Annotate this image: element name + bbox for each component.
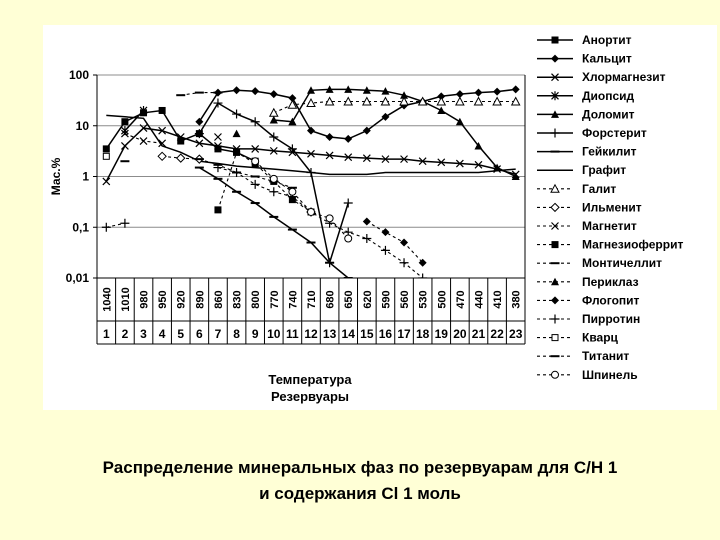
data-marker [363, 217, 371, 225]
data-marker [437, 106, 445, 114]
data-marker [308, 208, 315, 215]
x-temperature-label: 710 [306, 290, 318, 309]
data-marker [232, 110, 241, 119]
data-marker [400, 239, 408, 247]
x-temperature-label: 770 [268, 290, 281, 309]
data-marker [344, 199, 353, 208]
data-marker [400, 258, 409, 267]
data-marker [270, 90, 278, 98]
x-temperature-label: 860 [212, 290, 225, 309]
y-axis-title: Мас.% [49, 157, 63, 196]
caption-line-2: и содержания Cl 1 моль [259, 484, 461, 503]
x-reservoir-label: 3 [140, 327, 147, 341]
x-reservoir-label: 7 [214, 327, 222, 341]
legend-item [537, 219, 637, 233]
data-marker [326, 133, 334, 141]
legend-item [537, 293, 640, 307]
data-marker [214, 134, 221, 141]
legend-label: Флогопит [582, 293, 640, 308]
x-temperature-label: 890 [194, 290, 207, 309]
legend-label: Форстерит [582, 126, 647, 140]
data-marker [552, 335, 558, 341]
data-marker [233, 86, 241, 94]
data-marker [195, 118, 203, 126]
data-marker [381, 246, 390, 255]
series-Кварц [103, 153, 109, 159]
x-reservoir-label: 1 [102, 327, 110, 341]
series-Графит [106, 115, 515, 174]
x-reservoir-label: 19 [434, 327, 448, 341]
x-reservoir-label: 20 [453, 327, 467, 341]
x-axis-title-line-2: Резервуары [270, 389, 350, 404]
data-marker [140, 138, 147, 145]
data-marker [120, 219, 129, 228]
data-marker [102, 223, 111, 232]
x-reservoir-label: 13 [322, 327, 337, 341]
data-marker [345, 235, 352, 242]
data-marker [493, 88, 501, 96]
y-tick-label: 100 [68, 68, 89, 82]
data-marker [552, 241, 559, 248]
x-temperature-label: 950 [157, 290, 170, 309]
legend-label: Пирротин [582, 312, 641, 326]
data-marker [158, 152, 166, 160]
x-temperature-label: 740 [287, 290, 300, 309]
data-marker [233, 149, 240, 156]
legend-label: Магнетит [582, 219, 637, 233]
data-marker [381, 228, 389, 236]
x-temperature-label: 620 [361, 290, 374, 309]
data-marker [270, 175, 277, 182]
data-marker [103, 178, 110, 185]
legend-item [537, 126, 647, 140]
legend-item [537, 33, 632, 47]
data-marker [213, 99, 222, 108]
caption-line-1: Распределение минеральных фаз по резервуарам для С/Н 1 [102, 458, 618, 477]
data-marker [456, 118, 464, 126]
data-marker [456, 98, 464, 106]
series-line [218, 152, 311, 212]
data-marker [251, 180, 260, 189]
legend-label: Магнезиоферрит [582, 237, 684, 252]
data-marker [551, 129, 560, 138]
series-line [218, 168, 423, 278]
x-temperature-label: 560 [399, 290, 412, 309]
x-reservoir-label: 11 [286, 327, 299, 341]
legend-label: Хлормагнезит [582, 70, 666, 85]
data-marker [307, 127, 315, 135]
legend-item [537, 349, 629, 363]
legend-label: Кальцит [582, 51, 632, 66]
data-marker [121, 118, 128, 125]
data-marker [233, 130, 241, 138]
legend-item [537, 145, 637, 159]
data-marker [474, 98, 482, 106]
x-axis-title-line-1: Температура [268, 372, 352, 387]
x-temperature-label: 1040 [101, 287, 114, 312]
legend-item [537, 312, 640, 326]
data-marker [344, 135, 352, 143]
y-tick-label: 1 [82, 169, 89, 184]
legend-label: Кварц [582, 330, 618, 345]
legend-item [537, 368, 638, 382]
legend-label: Гейкилит [582, 144, 637, 159]
x-temperature-label: 470 [454, 290, 467, 309]
x-temperature-label: 410 [492, 290, 505, 309]
data-marker [103, 145, 110, 152]
x-reservoir-label: 10 [267, 327, 281, 341]
data-marker [437, 98, 445, 106]
x-temperature-label: 380 [510, 290, 523, 309]
x-temperature-label: 650 [343, 290, 356, 309]
series-Ильменит [158, 152, 203, 163]
x-temperature-label: 530 [417, 290, 430, 309]
legend-label: Ильменит [582, 200, 642, 215]
x-temperature-label: 1010 [119, 287, 132, 312]
series-Пирротин [102, 163, 427, 282]
y-tick-label: 10 [75, 118, 89, 133]
data-marker [551, 315, 560, 324]
x-temperature-label: 680 [324, 290, 337, 309]
data-marker [289, 188, 296, 195]
data-marker [552, 37, 559, 44]
data-marker [512, 85, 520, 93]
legend-item [537, 256, 662, 270]
x-reservoir-label: 5 [177, 327, 185, 341]
data-marker [177, 154, 185, 162]
x-reservoir-label: 4 [158, 327, 166, 341]
legend-item [537, 331, 619, 345]
x-reservoir-label: 12 [304, 327, 318, 341]
data-marker [214, 206, 221, 213]
legend-label: Графит [582, 163, 627, 178]
x-reservoir-label: 17 [397, 327, 411, 341]
legend-item [537, 163, 626, 177]
x-temperature-label: 500 [436, 290, 449, 309]
legend-label: Диопсид [582, 88, 635, 103]
y-tick-label: 0,1 [72, 220, 89, 235]
legend-item [537, 52, 632, 66]
x-reservoir-label: 22 [490, 327, 504, 341]
series-line [199, 159, 292, 188]
data-marker [103, 153, 109, 159]
x-reservoir-label: 8 [233, 327, 240, 341]
series-Галит [270, 98, 520, 117]
x-reservoir-label: 6 [196, 327, 203, 341]
y-tick-label: 0,01 [65, 271, 89, 285]
series-Флогопит [363, 217, 427, 266]
legend-item [537, 70, 666, 84]
legend-item [537, 89, 635, 103]
legend-item [537, 238, 683, 252]
legend-label: Шпинель [582, 367, 638, 382]
x-temperature-label: 800 [250, 290, 263, 309]
x-reservoir-label: 18 [415, 327, 430, 341]
data-marker [551, 296, 559, 304]
data-marker [326, 215, 333, 222]
series-line [106, 115, 515, 174]
legend-item [537, 182, 616, 196]
data-marker [551, 203, 559, 211]
legend-item [537, 275, 639, 289]
x-reservoir-label: 9 [251, 327, 259, 341]
x-temperature-label: 920 [175, 290, 188, 309]
x-reservoir-label: 21 [471, 327, 486, 341]
data-marker [551, 55, 559, 63]
legend-label: Титанит [582, 349, 630, 364]
x-temperature-label: 830 [231, 290, 244, 309]
legend-label: Анортит [582, 33, 632, 47]
legend-label: Доломит [582, 107, 635, 122]
legend-label: Периклаз [582, 274, 639, 289]
data-marker [251, 87, 259, 95]
x-reservoir-label: 2 [121, 327, 129, 341]
x-temperature-label: 980 [138, 290, 151, 309]
data-marker [270, 109, 278, 117]
legend-item [537, 200, 642, 214]
data-marker [552, 371, 559, 378]
x-reservoir-label: 16 [378, 327, 393, 341]
series-layer [102, 85, 520, 282]
legend-label: Галит [582, 181, 617, 196]
legend-item [537, 107, 635, 121]
x-reservoir-label: 23 [509, 327, 523, 341]
data-marker [269, 187, 278, 196]
series-Шпинель [252, 158, 352, 242]
x-temperature-label: 440 [473, 290, 486, 309]
data-marker [362, 234, 371, 243]
data-marker [474, 89, 482, 97]
legend-label: Монтичеллит [582, 256, 662, 271]
x-reservoir-label: 15 [360, 327, 374, 341]
data-marker [252, 158, 259, 165]
legend-layer [537, 33, 683, 382]
data-marker [159, 107, 166, 114]
series-Кальцит [195, 85, 519, 143]
x-temperature-label: 590 [380, 290, 393, 309]
data-marker [121, 142, 128, 149]
x-reservoir-label: 14 [341, 327, 355, 341]
